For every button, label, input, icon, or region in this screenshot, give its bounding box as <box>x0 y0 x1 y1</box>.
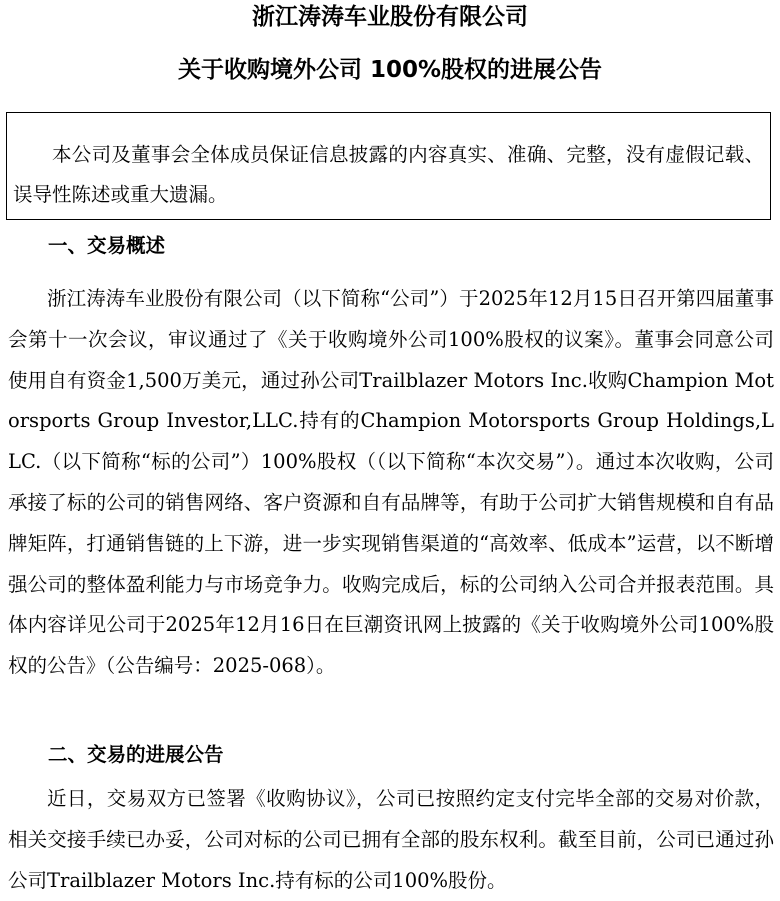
disclosure-notice-text: 本公司及董事会全体成员保证信息披露的内容真实、准确、完整，没有虚假记载、误导性陈述或重大遗漏。 <box>13 143 764 206</box>
section-heading-transaction-progress: 二、交易的进展公告 <box>48 743 224 766</box>
section-body-transaction-overview: 浙江涛涛车业股份有限公司（以下简称“公司”）于2025年12月15日召开第四届董事会第十一次会议，审议通过了《关于收购境外公司100%股权的议案》。董事会同意公司使用自有资金1,500万美元，通过孙公司Trailblazer Motors Inc.收购Champion Motorsports Group Investor,LLC.持有的Champion Motorsports Group Holdings,LLC.（以下简称“标的公司”）100%股权（（以下简称“本次交易”）。通过本次收购，公司承接了标的公司的销售网络、客户资源和自有品牌等，有助于公司扩大销售规模和自有品牌矩阵，打通销售链的上下游，进一步实现销售渠道的“高效率、低成本”运营，以不断增强公司的整体盈利能力与市场竞争力。收购完成后，标的公司纳入公司合并报表范围。具体内容详见公司于2025年12月16日在巨潮资讯网上披露的《关于收购境外公司100%股权的公告》（公告编号：2025-068）。 <box>8 287 774 678</box>
announcement-title: 关于收购境外公司 100%股权的进展公告 <box>177 57 603 83</box>
section-body-transaction-progress: 近日，交易双方已签署《收购协议》，公司已按照约定支付完毕全部的交易对价款，相关交接手续已办妥，公司对标的公司已拥有全部的股东权利。截至目前，公司已通过孙公司Trailblazer Motors Inc.持有标的公司100%股份。 <box>8 787 774 892</box>
section-heading-transaction-overview: 一、交易概述 <box>48 234 166 257</box>
company-title: 浙江涛涛车业股份有限公司 <box>252 4 528 30</box>
disclosure-notice-box <box>6 112 771 220</box>
